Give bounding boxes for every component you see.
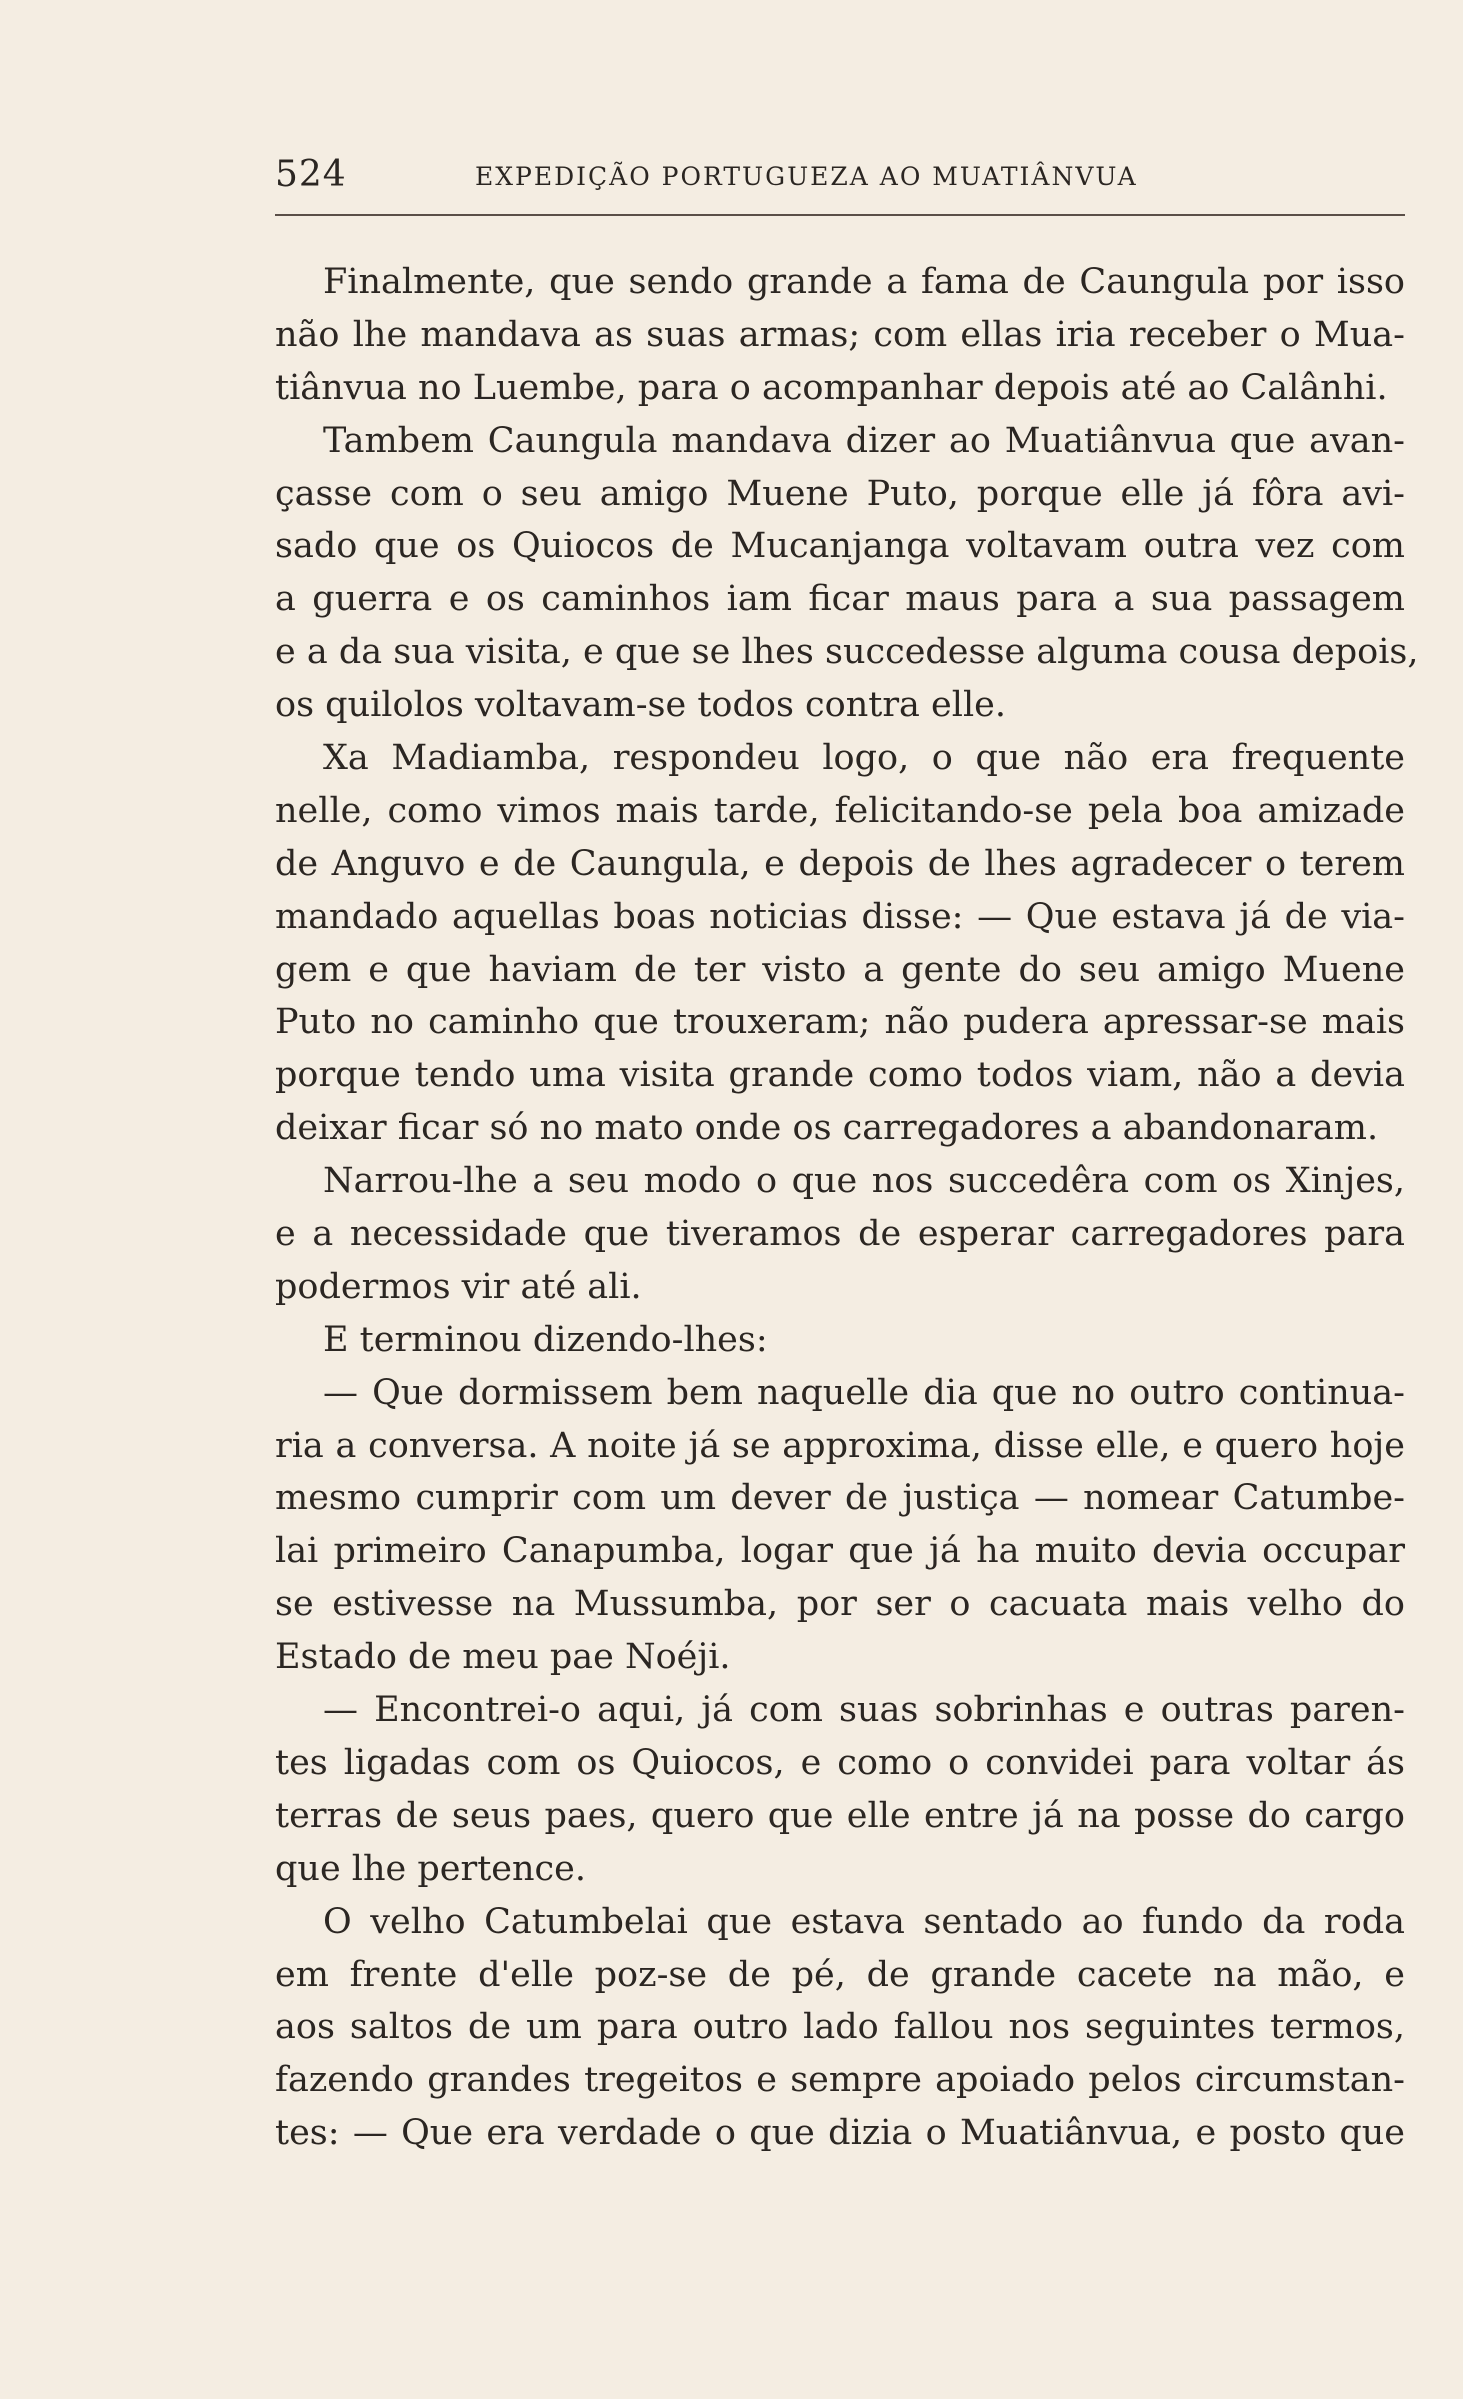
text-line: porque tendo uma visita grande como todos viam, não a devia <box>275 1055 1405 1096</box>
text-line: mesmo cumprir com um dever de justiça — nomear Catumbe- <box>275 1478 1405 1519</box>
text-line: sado que os Quiocos de Mucanjanga voltavam outra vez com <box>275 526 1405 567</box>
text-line: e a da sua visita, e que se lhes succedesse alguma cousa depois, <box>275 632 1419 673</box>
running-title: EXPEDIÇÃO PORTUGUEZA AO MUATIÂNVUA <box>475 162 1138 191</box>
text-line: a guerra e os caminhos iam ficar maus para a sua passagem <box>275 579 1405 620</box>
text-line: Narrou-lhe a seu modo o que nos succedêra com os Xinjes, <box>323 1161 1405 1202</box>
text-line: de Anguvo e de Caungula, e depois de lhes agradecer o terem <box>275 843 1405 884</box>
text-line: nelle, como vimos mais tarde, felicitando-se pela boa amizade <box>275 790 1405 831</box>
text-line: Finalmente, que sendo grande a fama de Caungula por isso <box>323 262 1405 302</box>
text-line: çasse com o seu amigo Muene Puto, porque elle já fôra avi- <box>275 473 1405 514</box>
text-line: O velho Catumbelai que estava sentado ao fundo da roda <box>323 1901 1405 1942</box>
text-line: terras de seus paes, quero que elle entre já na posse do cargo <box>275 1795 1405 1836</box>
text-line: E terminou dizendo-lhes: <box>323 1319 768 1360</box>
text-line: aos saltos de um para outro lado fallou nos seguintes termos, <box>275 2007 1405 2048</box>
text-line: Estado de meu pae Noéji. <box>275 1637 731 1678</box>
text-line: — Encontrei-o aqui, já com suas sobrinhas e outras paren- <box>323 1690 1405 1731</box>
text-line: Tambem Caungula mandava dizer ao Muatiânvua que avan- <box>323 420 1405 461</box>
text-line: em frente d'elle poz-se de pé, de grande cacete na mão, e <box>275 1954 1405 1995</box>
text-line: fazendo grandes tregeitos e sempre apoiado pelos circumstan- <box>275 2060 1405 2101</box>
text-line: que lhe pertence. <box>275 1848 586 1889</box>
text-line: deixar ficar só no mato onde os carregadores a abandonaram. <box>275 1108 1379 1149</box>
page-header <box>275 150 1405 200</box>
text-line: gem e que haviam de ter visto a gente do seu amigo Muene <box>275 949 1405 990</box>
text-line: não lhe mandava as suas armas; com ellas iria receber o Mua- <box>275 314 1405 355</box>
text-line: Puto no caminho que trouxeram; não pudera apressar-se mais <box>275 1002 1405 1043</box>
text-line: os quilolos voltavam-se todos contra elle. <box>275 685 1006 726</box>
header-rule <box>275 214 1405 216</box>
text-line: lai primeiro Canapumba, logar que já ha muito devia occupar <box>275 1531 1405 1572</box>
body-text <box>275 256 1419 2160</box>
text-line: mandado aquellas boas noticias disse: — Que estava já de via- <box>275 896 1405 937</box>
text-line: e a necessidade que tiveramos de esperar carregadores para <box>275 1214 1405 1255</box>
text-line: tiânvua no Luembe, para o acompanhar depois até ao Calânhi. <box>275 367 1388 408</box>
text-line: ria a conversa. A noite já se approxima, disse elle, e quero hoje <box>275 1425 1405 1466</box>
text-line: tes ligadas com os Quiocos, e como o convidei para voltar ás <box>275 1742 1405 1783</box>
text-line: tes: — Que era verdade o que dizia o Muatiânvua, e posto que <box>275 2113 1405 2154</box>
text-line: — Que dormissem bem naquelle dia que no outro continua- <box>323 1372 1405 1413</box>
page-number: 524 <box>275 154 347 195</box>
text-line: se estivesse na Mussumba, por ser o cacuata mais velho do <box>275 1584 1405 1625</box>
text-line: podermos vir até ali. <box>275 1266 642 1307</box>
text-line: Xa Madiamba, respondeu logo, o que não era frequente <box>323 738 1405 779</box>
